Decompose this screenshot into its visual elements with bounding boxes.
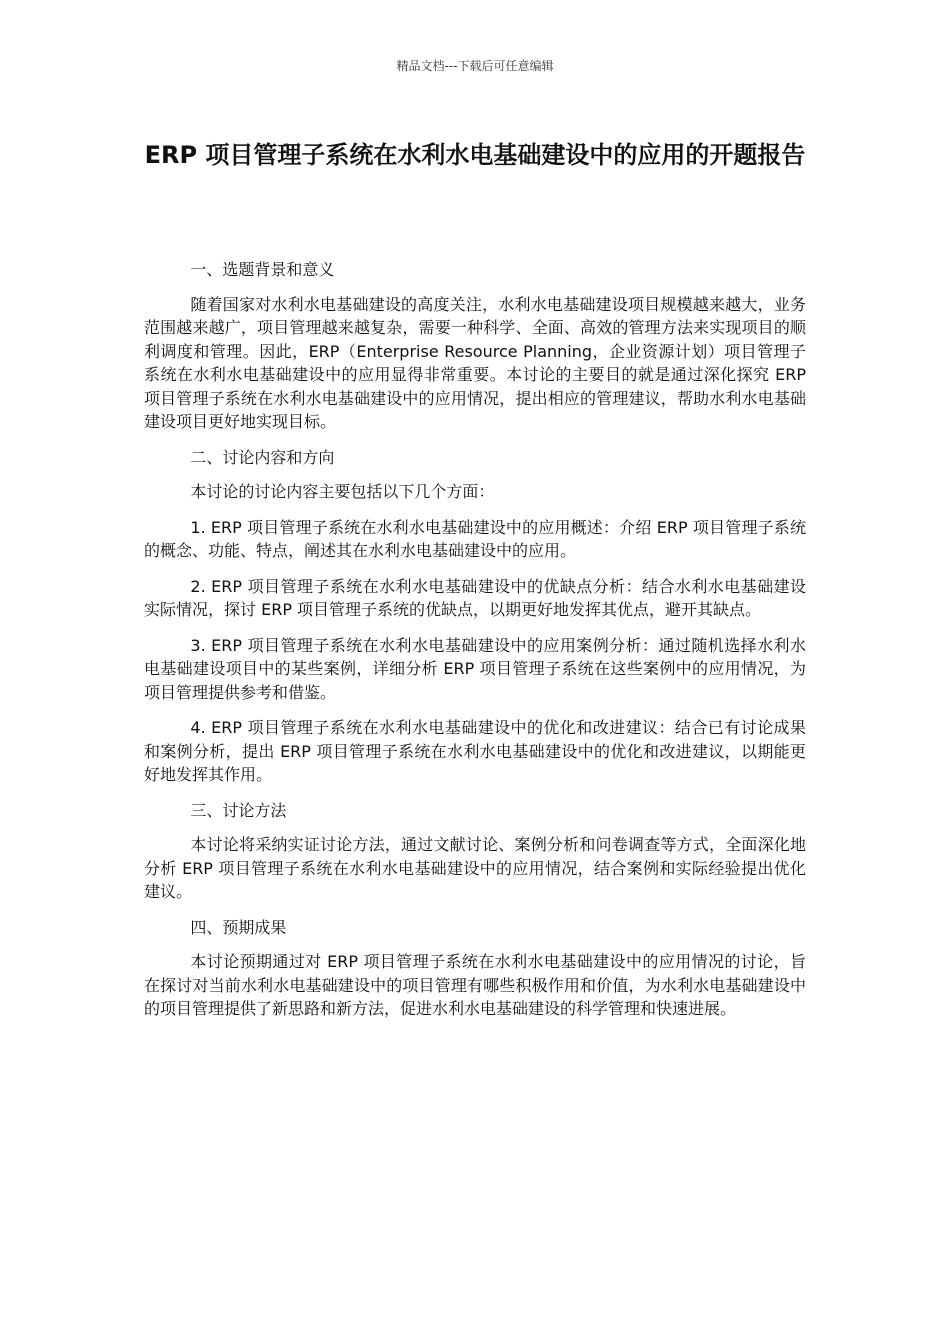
section-heading-background: 一、选题背景和意义 xyxy=(190,260,335,279)
section-heading-results: 四、预期成果 xyxy=(190,917,287,937)
paragraph-content-intro: 本讨论的讨论内容主要包括以下几个方面： xyxy=(190,482,495,501)
paragraph-results: 本讨论预期通过对 ERP 项目管理子系统在水利水电基础建设中的应用情况的讨论，旨在探讨对当前水利水电基础建设中的项目管理有哪些积极作用和价值，为水利水电基础建设中的项目管理提供了新思路和新方法，促进水利水电基础建设的科学管理和快速进展。 xyxy=(144,952,806,1018)
list-item-4: 4. ERP 项目管理子系统在水利水电基础建设中的优化和改进建议：结合已有讨论成果和案例分析，提出 ERP 项目管理子系统在水利水电基础建设中的优化和改进建议，以期能更好地发挥其作用。 xyxy=(144,718,806,784)
document-title: ERP 项目管理子系统在水利水电基础建设中的应用的开题报告 xyxy=(144,141,806,169)
header-note: 精品文档---下载后可任意编辑 xyxy=(396,59,554,73)
document-body xyxy=(144,258,806,1033)
list-item-1: 1. ERP 项目管理子系统在水利水电基础建设中的应用概述：介绍 ERP 项目管理子系统的概念、功能、特点，阐述其在水利水电基础建设中的应用。 xyxy=(144,517,806,560)
paragraph-background: 随着国家对水利水电基础建设的高度关注，水利水电基础建设项目规模越来越大，业务范围越来越广，项目管理越来越复杂，需要一种科学、全面、高效的管理方法来实现项目的顺利调度和管理。因此，ERP（Enterprise Resource Planning，企业资源计划）项目管理子系统在水利水电基础建设中的应用显得非常重要。本讨论的主要目的就是通过深化探究 ERP 项目管理子系统在水利水电基础建设中的应用情况，提出相应的管理建议，帮助水利水电基础建设项目更好地实现目标。 xyxy=(144,294,806,431)
paragraph-method: 本讨论将采纳实证讨论方法，通过文献讨论、案例分析和问卷调查等方式，全面深化地分析 ERP 项目管理子系统在水利水电基础建设中的应用情况，结合案例和实际经验提出优化建议。 xyxy=(144,835,806,901)
section-heading-method: 三、讨论方法 xyxy=(190,800,287,820)
list-item-2: 2. ERP 项目管理子系统在水利水电基础建设中的优缺点分析：结合水利水电基础建设实际情况，探讨 ERP 项目管理子系统的优缺点，以期更好地发挥其优点，避开其缺点。 xyxy=(144,576,806,619)
section-heading-content: 二、讨论内容和方向 xyxy=(190,447,335,467)
list-item-3: 3. ERP 项目管理子系统在水利水电基础建设中的应用案例分析：通过随机选择水利水电基础建设项目中的某些案例，详细分析 ERP 项目管理子系统在这些案例中的应用情况，为项目管理提供参考和借鉴。 xyxy=(144,635,806,702)
